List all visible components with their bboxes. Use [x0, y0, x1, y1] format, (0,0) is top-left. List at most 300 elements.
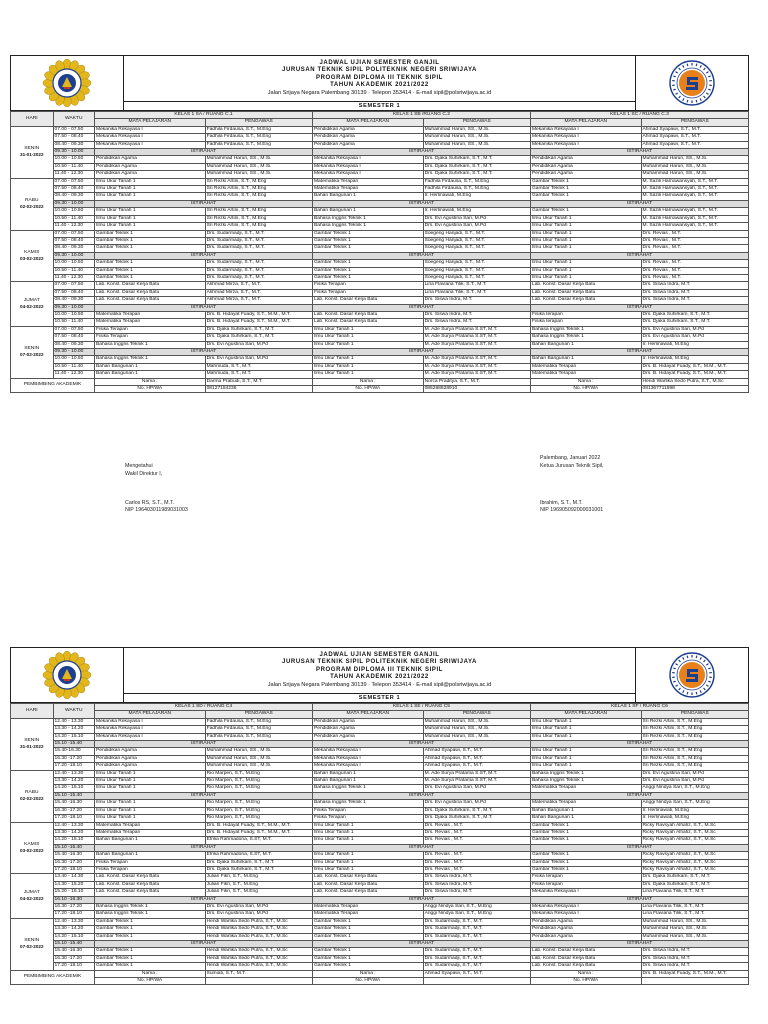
- subject-cell: Bahan Bangunan 1: [530, 807, 641, 814]
- subject-cell: Ilmu Ukur Tanah 1: [530, 748, 641, 755]
- schedule-title: [124, 56, 636, 102]
- supervisor-cell: M. Sazili Harnawansyah, S.T., M.T.: [641, 178, 748, 185]
- supervisor-cell: Drs. Revias , M.T.: [423, 822, 530, 829]
- time-cell: 15.40 -16.30: [53, 800, 94, 807]
- supervisor-cell: M. Ade Surya Pratama S.ST, M.T.: [423, 770, 530, 777]
- supervisor-cell: Soegeng Hanjadi, S.T., M.T.: [423, 274, 530, 281]
- advisor-name-label: Nama :: [530, 970, 641, 977]
- subject-cell: Ilmu Ukur Tanah 1: [312, 326, 423, 333]
- schedule-sheet: [10, 55, 749, 393]
- time-cell: 11.40 - 12.30: [53, 371, 94, 378]
- table-row: [11, 800, 749, 807]
- time-cell: 17.20 -18.10: [53, 911, 94, 918]
- supervisor-cell: Ahmad Syapawi, S.T., M.T.: [641, 126, 748, 133]
- supervisor-cell: Drs. Siswa Indra, M.T.: [423, 319, 530, 326]
- title-line: TAHUN AKADEMIK 2021/2022: [330, 82, 429, 89]
- table-row: [11, 815, 749, 822]
- supervisor-cell: Soegeng Hanjadi, S.T., M.T.: [423, 230, 530, 237]
- subject-cell: Gambar Teknik 1: [312, 267, 423, 274]
- table-row: [11, 163, 749, 170]
- advisor-phone-label: No. HP/WA: [530, 386, 641, 393]
- time-cell: 10.50 - 11.40: [53, 267, 94, 274]
- break-cell: ISTIRAHAT: [530, 741, 748, 748]
- time-cell: 11.40 - 12.30: [53, 274, 94, 281]
- mata-pelajaran-header: MATA PELAJARAN: [530, 119, 641, 126]
- subject-cell: Gambar Teknik 1: [530, 852, 641, 859]
- table-row: [11, 881, 749, 888]
- advisor-name: Darma Prabudi, S.T., M.T.: [205, 378, 312, 385]
- break-cell: ISTIRAHAT: [530, 896, 748, 903]
- supervisor-cell: Muhammad Harun, SS., M.Si.: [641, 156, 748, 163]
- supervisor-cell: Rio Marpen, S.T., M.Eng: [205, 800, 312, 807]
- subject-cell: Bahan Bangunan 1: [95, 852, 206, 859]
- supervisor-cell: Anggi Nindya Sari, S.T., M.Eng: [423, 903, 530, 910]
- time-cell: 13.30 - 14.20: [53, 829, 94, 836]
- signature-right-line2: Ketua Jurusan Teknik Sipil,: [540, 462, 604, 469]
- break-row: [11, 941, 749, 948]
- time-cell: 15.40 -16.30: [53, 852, 94, 859]
- subject-cell: Pendidikan Agama: [530, 163, 641, 170]
- supervisor-cell: Drs. Djaka Suhirkam, S.T., M.T.: [641, 874, 748, 881]
- subject-cell: Pendidikan Agama: [95, 748, 206, 755]
- supervisor-cell: Drs. Siswa Indra, M.T.: [641, 282, 748, 289]
- subject-cell: Matematika Terapan: [530, 371, 641, 378]
- supervisor-cell: Drs. Djaka Suhirkam, S.T., M.T.: [423, 163, 530, 170]
- table-row: [11, 363, 749, 370]
- supervisor-cell: M. Ade Surya Pratama S.ST, M.T.: [423, 363, 530, 370]
- day-date: 02-02-2022: [20, 204, 44, 210]
- subject-cell: Ilmu Ukur Tanah 1: [530, 215, 641, 222]
- supervisor-cell: Drs. Djaka Suhirkam, S.T., M.T.: [423, 171, 530, 178]
- advisor-name-label: Nama :: [530, 378, 641, 385]
- civil-engineering-logo: [663, 59, 721, 107]
- time-cell: 11.40 - 12.30: [53, 223, 94, 230]
- time-cell: 08.40 - 09.30: [53, 341, 94, 348]
- semester-label: SEMESTER 1: [124, 102, 636, 111]
- supervisor-cell: Drs. Evi Agustina Sari, M.Pd: [641, 778, 748, 785]
- table-row: [11, 178, 749, 185]
- break-cell: ISTIRAHAT: [312, 941, 530, 948]
- subject-cell: Bahasa Inggris Teknik 1: [530, 778, 641, 785]
- supervisor-cell: Drs. Siswa Indra, M.T.: [641, 955, 748, 962]
- day-name: RABU: [24, 789, 39, 795]
- supervisor-cell: Akhmad Mirza, S.T., M.T.: [205, 297, 312, 304]
- table-row: [11, 733, 749, 740]
- table-row: [11, 208, 749, 215]
- subject-cell: Bahan Bangunan 1: [530, 356, 641, 363]
- subject-cell: Pendidikan Agama: [95, 755, 206, 762]
- supervisor-cell: Hendi Warlika Sedo Putra, S.T., M.Sc: [205, 918, 312, 925]
- supervisor-cell: Sri Rezki Artini, S.T., M.Eng: [641, 726, 748, 733]
- time-cell: 13.30 - 14.20: [53, 778, 94, 785]
- subject-cell: Ilmu Ukur Tanah 1: [95, 815, 206, 822]
- subject-cell: Ilmu Ukur Tanah 1: [95, 215, 206, 222]
- subject-cell: Mekanika Rekayasa I: [530, 903, 641, 910]
- day-cell: [11, 126, 54, 178]
- advisor-name: Hendi Warlika Sedo Putra, S.T., M.Sc: [641, 378, 748, 385]
- title-line: TAHUN AKADEMIK 2021/2022: [330, 674, 429, 681]
- subject-cell: Ilmu Ukur Tanah 1: [95, 193, 206, 200]
- table-row: [11, 866, 749, 873]
- supervisor-cell: Muhammad Harun, SS., M.Si.: [641, 933, 748, 940]
- subject-cell: Gambar Teknik 1: [312, 260, 423, 267]
- subject-cell: Mekanika Rekayasa I: [530, 134, 641, 141]
- table-row: [11, 319, 749, 326]
- subject-cell: Ilmu Ukur Tanah 1: [312, 837, 423, 844]
- time-cell: 07.50 - 08.40: [53, 134, 94, 141]
- supervisor-cell: Ricky Ravsyah Alhafiz, S.T., M.Sc: [641, 837, 748, 844]
- supervisor-cell: Soegeng Hanjadi, S.T., M.T.: [423, 237, 530, 244]
- day-cell: [11, 822, 54, 874]
- subject-cell: Fisika terapan: [530, 311, 641, 318]
- subject-cell: Matematika Terapan: [95, 311, 206, 318]
- advisor-phone: 08127184236: [205, 386, 312, 393]
- table-row: [11, 963, 749, 970]
- mata-pelajaran-header: MATA PELAJARAN: [312, 711, 423, 718]
- subject-cell: Gambar Teknik 1: [530, 178, 641, 185]
- day-date: 31-01-2022: [20, 744, 44, 750]
- subject-cell: Ilmu Ukur Tanah 1: [312, 363, 423, 370]
- table-row: [11, 852, 749, 859]
- schedule-title: [124, 648, 636, 694]
- day-name: SENIN: [24, 737, 40, 743]
- subject-cell: Matematika Terapan: [312, 903, 423, 910]
- subject-cell: Bahasa Inggris Teknik 1: [312, 215, 423, 222]
- break-cell: ISTIRAHAT: [530, 252, 748, 259]
- pengawas-header: PENGAWAS: [205, 119, 312, 126]
- supervisor-cell: Sri Rezki Artini, S.T., M.Eng: [205, 186, 312, 193]
- supervisor-cell: Ir. Herlinawati, M.Eng: [641, 815, 748, 822]
- subject-cell: Ilmu Ukur Tanah 1: [530, 267, 641, 274]
- table-row: [11, 126, 749, 133]
- pengawas-header: PENGAWAS: [641, 119, 748, 126]
- supervisor-cell: Ahmad Syapawi, S.T., M.T.: [641, 141, 748, 148]
- subject-cell: Bahasa Inggris Teknik 1: [95, 911, 206, 918]
- subject-cell: Bahan Bangunan 1: [95, 371, 206, 378]
- time-cell: 09.30 - 10.00: [53, 200, 94, 207]
- supervisor-cell: Muhammad Harun, SS., M.Si.: [423, 134, 530, 141]
- supervisor-cell: Drs. Sudarmadji, S.T., M.T.: [423, 918, 530, 925]
- subject-cell: Bahasa Inggris Teknik 1: [95, 356, 206, 363]
- table-row: [11, 755, 749, 762]
- supervisor-cell: Drs. Djaka Suhirkam, S.T., M.T.: [641, 311, 748, 318]
- supervisor-cell: Drs. Evi Agustina Sari, M.Pd: [423, 223, 530, 230]
- supervisor-cell: Fadhila Firdausa, S.T., M.Eng: [205, 141, 312, 148]
- table-row: [11, 237, 749, 244]
- time-cell: 16.30 -17.20: [53, 955, 94, 962]
- time-cell: 14.20 - 15.10: [53, 785, 94, 792]
- subject-cell: Mekanika Rekayasa I: [530, 889, 641, 896]
- supervisor-cell: Soegeng Hanjadi, S.T., M.T.: [423, 260, 530, 267]
- break-row: [11, 741, 749, 748]
- subject-cell: Bahan Bangunan 1: [530, 341, 641, 348]
- supervisor-cell: Lina Flaviana Tilik, S.T., M.T.: [641, 911, 748, 918]
- supervisor-cell: Hendi Warlika Sedo Putra, S.T., M.Sc: [205, 948, 312, 955]
- supervisor-cell: Muhammad Harun, SS., M.Si.: [205, 163, 312, 170]
- table-row: [11, 267, 749, 274]
- advisor-name-row: [11, 378, 749, 385]
- day-cell: [11, 770, 54, 822]
- supervisor-cell: Drs. Revias , M.T.: [423, 829, 530, 836]
- break-cell: ISTIRAHAT: [312, 149, 530, 156]
- supervisor-cell: Ahmad Syapawi, S.T., M.T.: [423, 755, 530, 762]
- subject-cell: Mekanika Rekayasa I: [312, 156, 423, 163]
- break-cell: ISTIRAHAT: [530, 304, 748, 311]
- supervisor-cell: Muhammad Harun, SS., M.Si.: [641, 171, 748, 178]
- supervisor-cell: Sri Rezki Artini, S.T., M.Eng: [641, 763, 748, 770]
- time-cell: 16.30 -17.20: [53, 755, 94, 762]
- table-row: [11, 785, 749, 792]
- subject-cell: Matematika Terapan: [530, 800, 641, 807]
- signature-left-nip: NIP 196403011989031003: [125, 507, 188, 514]
- supervisor-cell: Fadhila Firdausa, S.T., M.Eng: [423, 186, 530, 193]
- subject-cell: Gambar Teknik 1: [312, 926, 423, 933]
- subject-cell: Bahan Bangunan 1: [530, 815, 641, 822]
- table-row: [11, 134, 749, 141]
- day-date: 04-02-2022: [20, 304, 44, 310]
- break-cell: ISTIRAHAT: [95, 349, 313, 356]
- table-row: [11, 903, 749, 910]
- table-row: [11, 215, 749, 222]
- break-cell: ISTIRAHAT: [95, 741, 313, 748]
- class-header: KELAS 1 SD / RUANG C4: [95, 704, 313, 711]
- supervisor-cell: Fadhila Firdausa, S.T., M.Eng: [205, 134, 312, 141]
- subject-cell: Fisika terapan: [530, 319, 641, 326]
- subject-cell: Gambar Teknik 1: [312, 918, 423, 925]
- supervisor-cell: Ricky Ravsyah Alhafiz, S.T., M.Sc: [641, 829, 748, 836]
- day-date: 03-02-2022: [20, 847, 44, 853]
- subject-cell: Lab. Konst. Dasar Kerja Batu: [530, 955, 641, 962]
- supervisor-cell: Muhammad Harun, SS., M.Si.: [641, 926, 748, 933]
- table-row: [11, 245, 749, 252]
- subject-cell: Gambar Teknik 1: [95, 933, 206, 940]
- subject-cell: Fisika Terapan: [95, 866, 206, 873]
- time-cell: 17.20 -18.10: [53, 815, 94, 822]
- break-cell: ISTIRAHAT: [312, 304, 530, 311]
- supervisor-cell: Drs. Sudarmadji, S.T., M.T.: [205, 245, 312, 252]
- subject-cell: Lab. Konst. Dasar Kerja Batu: [312, 889, 423, 896]
- advisor-name: Norca Praditya, S.T., M.T.: [423, 378, 530, 385]
- signature-right-name: Ibrahim, S.T., M.T.: [540, 499, 583, 506]
- advisor-name-row: [11, 970, 749, 977]
- subject-cell: Gambar Teknik 1: [95, 260, 206, 267]
- subject-cell: Matematika Terapan: [312, 911, 423, 918]
- supervisor-cell: Muhammad Harun, SS., M.Si.: [423, 726, 530, 733]
- subject-cell: Gambar Teknik 1: [312, 230, 423, 237]
- time-cell: 16.30 -17.20: [53, 859, 94, 866]
- subject-cell: Gambar Teknik 1: [530, 186, 641, 193]
- table-row: [11, 156, 749, 163]
- supervisor-cell: M. Ade Surya Pratama S.ST, M.T.: [423, 326, 530, 333]
- break-row: [11, 252, 749, 259]
- supervisor-cell: Drs. B. Hidayat Fuady, S.T., M.M., M.T.: [205, 311, 312, 318]
- advisor-label: PEMBIMBING AKADEMIK: [11, 970, 95, 985]
- subject-cell: Ilmu Ukur Tanah 1: [312, 859, 423, 866]
- subject-cell: Gambar Teknik 1: [95, 948, 206, 955]
- semester-label: SEMESTER 1: [124, 694, 636, 703]
- subject-cell: Mekanika Rekayasa I: [530, 141, 641, 148]
- subject-cell: Fisika Terapan: [95, 334, 206, 341]
- time-cell: 10.50 - 11.40: [53, 215, 94, 222]
- advisor-name-label: Nama :: [95, 378, 206, 385]
- supervisor-cell: Drs. Sudarmadji, S.T., M.T.: [205, 260, 312, 267]
- advisor-name-label: Nama :: [312, 970, 423, 977]
- subject-cell: Pendidikan Agama: [530, 156, 641, 163]
- subject-cell: Lab. Konst. Dasar Kerja Batu: [530, 289, 641, 296]
- signature-right-nip: NIP 196905092000031001: [540, 507, 604, 514]
- time-cell: 08.40 - 09.30: [53, 141, 94, 148]
- supervisor-cell: M. Sazili Harnawansyah, S.T., M.T.: [641, 215, 748, 222]
- title-line: JURUSAN TEKNIK SIPIL POLITEKNIK NEGERI SRIWIJAYA: [282, 659, 477, 666]
- break-cell: ISTIRAHAT: [95, 792, 313, 799]
- class-header: KELAS 1 SC / RUANG C.3: [530, 112, 748, 119]
- subject-cell: Lab. Konst. Dasar Kerja Batu: [95, 297, 206, 304]
- time-cell: 14.20 - 15.10: [53, 933, 94, 940]
- subject-cell: Gambar Teknik 1: [530, 859, 641, 866]
- break-row: [11, 349, 749, 356]
- supervisor-cell: Ir. Herlinawati, M.Eng: [641, 807, 748, 814]
- supervisor-cell: Julian Fikri, S.T., M.Eng: [205, 881, 312, 888]
- table-row: [11, 223, 749, 230]
- subject-cell: Ilmu Ukur Tanah 1: [95, 807, 206, 814]
- supervisor-cell: Drs. Djaka Suhirkam, S.T., M.T.: [205, 326, 312, 333]
- waktu-header: WAKTU: [53, 112, 94, 127]
- subject-cell: Ilmu Ukur Tanah 1: [530, 718, 641, 725]
- supervisor-cell: Lina Flaviana Tilik, S.T., M.T.: [423, 282, 530, 289]
- pengawas-header: PENGAWAS: [641, 711, 748, 718]
- polsri-logo: [39, 651, 95, 699]
- signature-right-line1: Palembang, Januari 2022: [540, 455, 601, 461]
- supervisor-cell: Drs. Evi Agustina Sari, M.Pd: [423, 215, 530, 222]
- advisor-name-label: Nama :: [95, 970, 206, 977]
- supervisor-cell: Ahmad Syapawi, S.T., M.T.: [423, 763, 530, 770]
- supervisor-cell: M. Sazili Harnawansyah, S.T., M.T.: [641, 186, 748, 193]
- day-cell: [11, 874, 54, 918]
- supervisor-cell: Muhammad Harun, SS., M.Si.: [205, 763, 312, 770]
- supervisor-cell: Rio Marpen, S.T., M.Eng: [205, 770, 312, 777]
- day-date: 07-02-2022: [20, 944, 44, 950]
- subject-cell: Bahasa Inggris Teknik 1: [312, 785, 423, 792]
- supervisor-cell: M. Sazili Harnawansyah, S.T., M.T.: [641, 223, 748, 230]
- time-cell: 15.40 -16.30: [53, 948, 94, 955]
- signature-left-line2: Wakil Direktur I,: [125, 470, 163, 477]
- table-row: [11, 911, 749, 918]
- subject-cell: Ilmu Ukur Tanah 1: [530, 230, 641, 237]
- table-row: [11, 933, 749, 940]
- subject-cell: Bahan Bangunan 1: [95, 837, 206, 844]
- class-header: KELAS 1 SE / RUANG C5: [312, 704, 530, 711]
- supervisor-cell: Drs. Siswa Indra, M.T.: [423, 889, 530, 896]
- subject-cell: Gambar Teknik 1: [312, 933, 423, 940]
- table-row: [11, 141, 749, 148]
- time-cell: 15.10 -15.40: [53, 941, 94, 948]
- supervisor-cell: Drs. Sudarmadji, S.T., M.T.: [423, 955, 530, 962]
- supervisor-cell: Sri Rezki Artini, S.T., M.Eng: [205, 178, 312, 185]
- subject-cell: Lab. Konst. Dasar Kerja Batu: [312, 319, 423, 326]
- supervisor-cell: Rio Marpen, S.T., M.Eng: [205, 785, 312, 792]
- subject-cell: Ilmu Ukur Tanah 1: [312, 356, 423, 363]
- subject-cell: Gambar Teknik 1: [530, 866, 641, 873]
- subject-cell: Lab. Konst. Dasar Kerja Batu: [95, 282, 206, 289]
- subject-cell: Lab. Konst. Dasar Kerja Batu: [95, 881, 206, 888]
- signature-left: [125, 463, 188, 515]
- advisor-phone: [205, 978, 312, 985]
- day-cell: [11, 918, 54, 970]
- supervisor-cell: Ir. Herlinawati, M.Eng: [641, 341, 748, 348]
- supervisor-cell: Muhammad Harun, SS., M.Si.: [423, 733, 530, 740]
- time-cell: 07.00 - 07.50: [53, 178, 94, 185]
- supervisor-cell: Drs. Revias , M.T.: [641, 230, 748, 237]
- time-cell: 12.40 - 13.30: [53, 770, 94, 777]
- supervisor-cell: Hendi Warlika Sedo Putra, S.T., M.Sc: [205, 963, 312, 970]
- time-cell: 15.10 -15.40: [53, 792, 94, 799]
- polsri-logo: [39, 59, 95, 107]
- advisor-phone-row: [11, 978, 749, 985]
- time-cell: 08.40 - 09.30: [53, 193, 94, 200]
- break-cell: ISTIRAHAT: [530, 149, 748, 156]
- time-cell: 17.20 -18.10: [53, 763, 94, 770]
- supervisor-cell: Fadhila Firdausa, S.T., M.Eng: [205, 726, 312, 733]
- time-cell: 09.30 - 10.00: [53, 304, 94, 311]
- subject-cell: Mekanika Rekayasa I: [530, 126, 641, 133]
- subject-cell: Matematika Terapan: [530, 363, 641, 370]
- subject-cell: Gambar Teknik 1: [312, 948, 423, 955]
- title-line: JADWAL UJIAN SEMESTER GANJIL: [319, 59, 440, 66]
- subject-cell: Gambar Teknik 1: [95, 955, 206, 962]
- subject-cell: Ilmu Ukur Tanah 1: [530, 755, 641, 762]
- subject-cell: Mekanika Rekayasa I: [312, 748, 423, 755]
- subject-cell: Mekanika Rekayasa I: [312, 171, 423, 178]
- subject-cell: Ilmu Ukur Tanah 1: [530, 260, 641, 267]
- subject-cell: Gambar Teknik 1: [95, 918, 206, 925]
- supervisor-cell: Hendi Warlika Sedo Putra, S.T., M.Sc: [205, 926, 312, 933]
- supervisor-cell: Drs. B. Hidayat Fuady, S.T., M.M., M.T.: [205, 822, 312, 829]
- supervisor-cell: Drs. Revias , M.T.: [641, 245, 748, 252]
- break-cell: ISTIRAHAT: [312, 792, 530, 799]
- advisor-phone: [423, 978, 530, 985]
- subject-cell: Lab. Konst. Dasar Kerja Batu: [95, 889, 206, 896]
- table-row: [11, 748, 749, 755]
- supervisor-cell: Anggi Nindya Sari, S.T., M.Eng: [423, 911, 530, 918]
- subject-cell: Lab. Konst. Dasar Kerja Batu: [312, 297, 423, 304]
- break-row: [11, 200, 749, 207]
- table-row: [11, 822, 749, 829]
- subject-cell: Ilmu Ukur Tanah 1: [312, 829, 423, 836]
- supervisor-cell: Drs. Evi Agustina Sari, M.Pd: [641, 770, 748, 777]
- supervisor-cell: Drs. Evi Agustina Sari, M.Pd: [423, 785, 530, 792]
- time-cell: 10.00 - 10.50: [53, 311, 94, 318]
- supervisor-cell: Drs. B. Hidayat Fuady, S.T., M.M., M.T.: [641, 363, 748, 370]
- subject-cell: Bahan Bangunan 1: [312, 208, 423, 215]
- subject-cell: Ilmu Ukur Tanah 1: [312, 866, 423, 873]
- subject-cell: Pendidikan Agama: [530, 171, 641, 178]
- supervisor-cell: Drs. Siswa Indra, M.T.: [423, 881, 530, 888]
- supervisor-cell: Drs. Djaka Suhirkam, S.T., M.T.: [423, 815, 530, 822]
- supervisor-cell: Sri Rezki Artini, S.T., M.Eng: [641, 755, 748, 762]
- class-header: KELAS 1 SF / RUANG C6: [530, 704, 748, 711]
- break-cell: ISTIRAHAT: [312, 252, 530, 259]
- subject-cell: Gambar Teknik 1: [530, 193, 641, 200]
- table-row: [11, 326, 749, 333]
- supervisor-cell: Sri Rezki Artini, S.T., M.Eng: [641, 733, 748, 740]
- table-row: [11, 778, 749, 785]
- subject-cell: Mekanika Rekayasa I: [95, 134, 206, 141]
- title-line: PROGRAM DIPLOMA III TEKNIK SIPIL: [316, 666, 443, 673]
- day-name: RABU: [24, 197, 39, 203]
- supervisor-cell: Drs. Sudarmadji, S.T., M.T.: [423, 948, 530, 955]
- supervisor-cell: Mahmuda, S.T., M.T.: [205, 371, 312, 378]
- subject-cell: Ilmu Ukur Tanah 1: [530, 763, 641, 770]
